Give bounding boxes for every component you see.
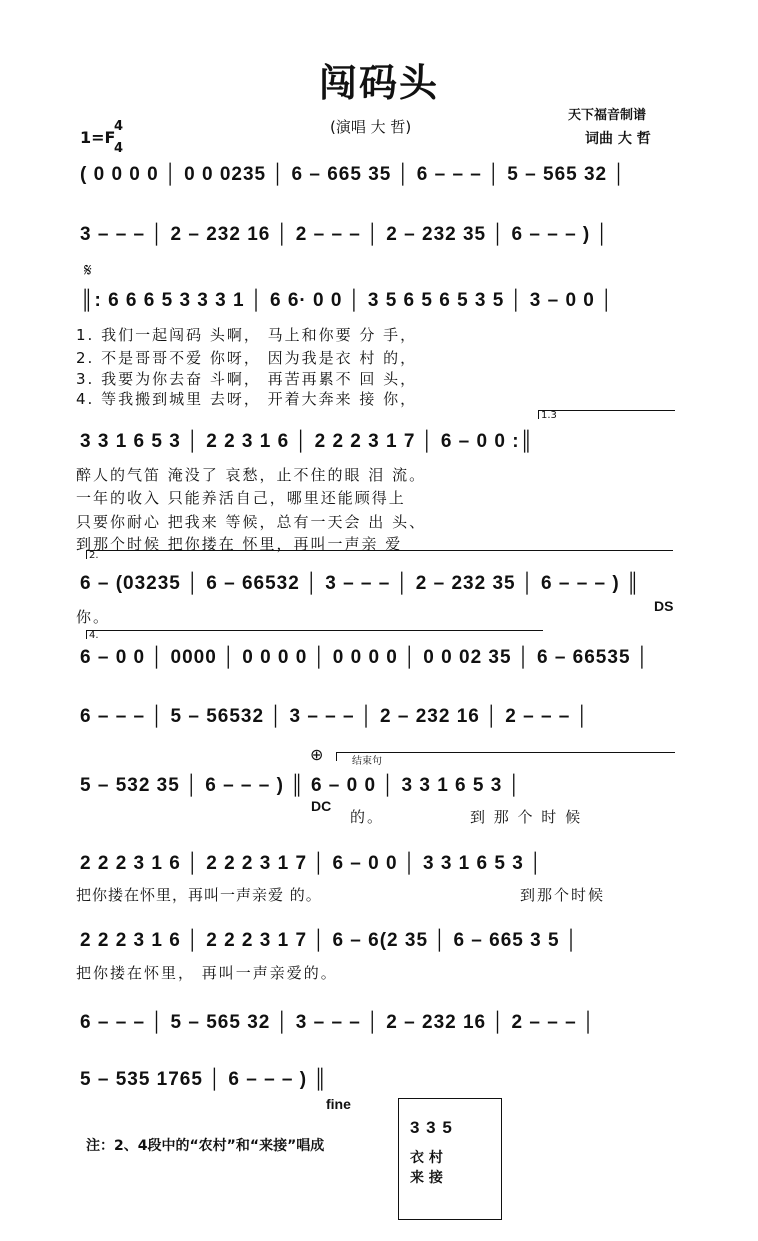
composer-credit: 词曲 大 哲 xyxy=(585,131,651,147)
time-signature xyxy=(114,116,123,160)
ending-bracket xyxy=(336,752,675,761)
lyric-row-9a: 把你搂在怀里，再叫一声亲爱 的。 xyxy=(76,886,322,904)
score-row-5: 6 – (03235 │ 6 – 66532 │ 3 – – – │ 2 – 232 35 │ 6 – – – ) ║ xyxy=(80,573,641,594)
lyric-row-5: 你。 xyxy=(76,608,111,626)
score-row-1: ( 0 0 0 0 │ 0 0 0235 │ 6 – 665 35 │ 6 – – – │ 5 – 565 32 │ xyxy=(80,164,627,185)
volta-label-1-3: 1.3 xyxy=(541,410,557,421)
singer-credit: (演唱 大 哲) xyxy=(330,118,412,136)
lyric-verse-4a: 4. 等我搬到城里 去呀， 开着大奔来 接 你， xyxy=(76,390,418,408)
lyric-verse-1b: 醉人的气笛 淹没了 哀愁，止不住的眼 泪 流。 xyxy=(76,466,427,484)
volta-bracket-2 xyxy=(86,550,673,559)
lyric-row-8a: 的。 xyxy=(350,808,385,826)
score-row-6: 6 – 0 0 │ 0000 │ 0 0 0 0 │ 0 0 0 0 │ 0 0 02 35 │ 6 – 66535 │ xyxy=(80,647,650,668)
note-box-line-2: 来 接 xyxy=(410,1170,443,1186)
ds-mark: DS xyxy=(654,598,674,614)
score-row-8: 5 – 532 35 │ 6 – – – ) ║ 6 – 0 0 │ 3 3 1 6 5 3 │ xyxy=(80,775,522,796)
lyric-verse-3a: 3. 我要为你去奋 斗啊， 再苦再累不 回 头， xyxy=(76,370,418,388)
score-row-9: 2 2 2 3 1 6 │ 2 2 2 3 1 7 │ 6 – 0 0 │ 3 3 1 6 5 3 │ xyxy=(80,853,543,874)
score-row-12: 5 – 535 1765 │ 6 – – – ) ║ xyxy=(80,1069,328,1090)
time-top: 4 xyxy=(114,119,124,134)
time-bottom: 4 xyxy=(114,141,124,156)
score-row-4: 3 3 1 6 5 3 │ 2 2 3 1 6 │ 2 2 2 3 1 7 │ 6 – 0 0 :║ xyxy=(80,431,535,452)
score-row-11: 6 – – – │ 5 – 565 32 │ 3 – – – │ 2 – 232 16 │ 2 – – – │ xyxy=(80,1012,596,1033)
ending-label: 结束句 xyxy=(352,756,382,767)
key-signature: 1=F xyxy=(80,128,116,147)
coda-mark: ⊕ xyxy=(310,745,324,764)
dc-mark: DC xyxy=(311,798,332,814)
song-title: 闯码头 xyxy=(318,61,439,105)
lyric-row-9b: 到那个时候 xyxy=(520,886,606,904)
segno-mark: 𝄋 xyxy=(84,260,92,281)
note-box-notes: 3 3 5 xyxy=(410,1118,453,1137)
score-row-10: 2 2 2 3 1 6 │ 2 2 2 3 1 7 │ 6 – 6(2 35 │ 6 – 665 3 5 │ xyxy=(80,930,579,951)
volta-label-2: 2. xyxy=(89,550,99,561)
lyric-verse-4b: 到那个时候 把你搂在 怀里，再叫一声亲 爱 xyxy=(76,535,403,553)
score-row-7: 6 – – – │ 5 – 56532 │ 3 – – – │ 2 – 232 16 │ 2 – – – │ xyxy=(80,706,590,727)
note-box-line-1: 衣 村 xyxy=(410,1150,443,1166)
lyric-verse-2b: 一年的收入 只能养活自己，哪里还能顾得上 xyxy=(76,489,406,507)
transcriber-credit: 天下福音制谱 xyxy=(568,108,647,123)
performance-note: 注：2、4段中的“农村”和“来接”唱成 xyxy=(86,1138,325,1154)
volta-label-4: 4. xyxy=(89,630,99,641)
lyric-verse-1a: 1. 我们一起闯码 头啊， 马上和你要 分 手， xyxy=(76,326,418,344)
fine-mark: fine xyxy=(326,1096,351,1112)
score-row-3: ║: 6 6 6 5 3 3 3 1 │ 6 6· 0 0 │ 3 5 6 5 6 5 3 5 │ 3 – 0 0 │ xyxy=(80,290,615,311)
lyric-row-10: 把你搂在怀里， 再叫一声亲爱的。 xyxy=(76,964,338,982)
lyric-verse-2a: 2. 不是哥哥不爱 你呀， 因为我是衣 村 的， xyxy=(76,349,418,367)
volta-bracket-1-3 xyxy=(538,410,675,419)
score-row-2: 3 – – – │ 2 – 232 16 │ 2 – – – │ 2 – 232 35 │ 6 – – – ) │ xyxy=(80,224,610,245)
lyric-verse-3b: 只要你耐心 把我来 等候，总有一天会 出 头、 xyxy=(76,513,427,531)
lyric-row-8b: 到 那 个 时 候 xyxy=(470,808,583,826)
volta-bracket-4 xyxy=(86,630,543,639)
